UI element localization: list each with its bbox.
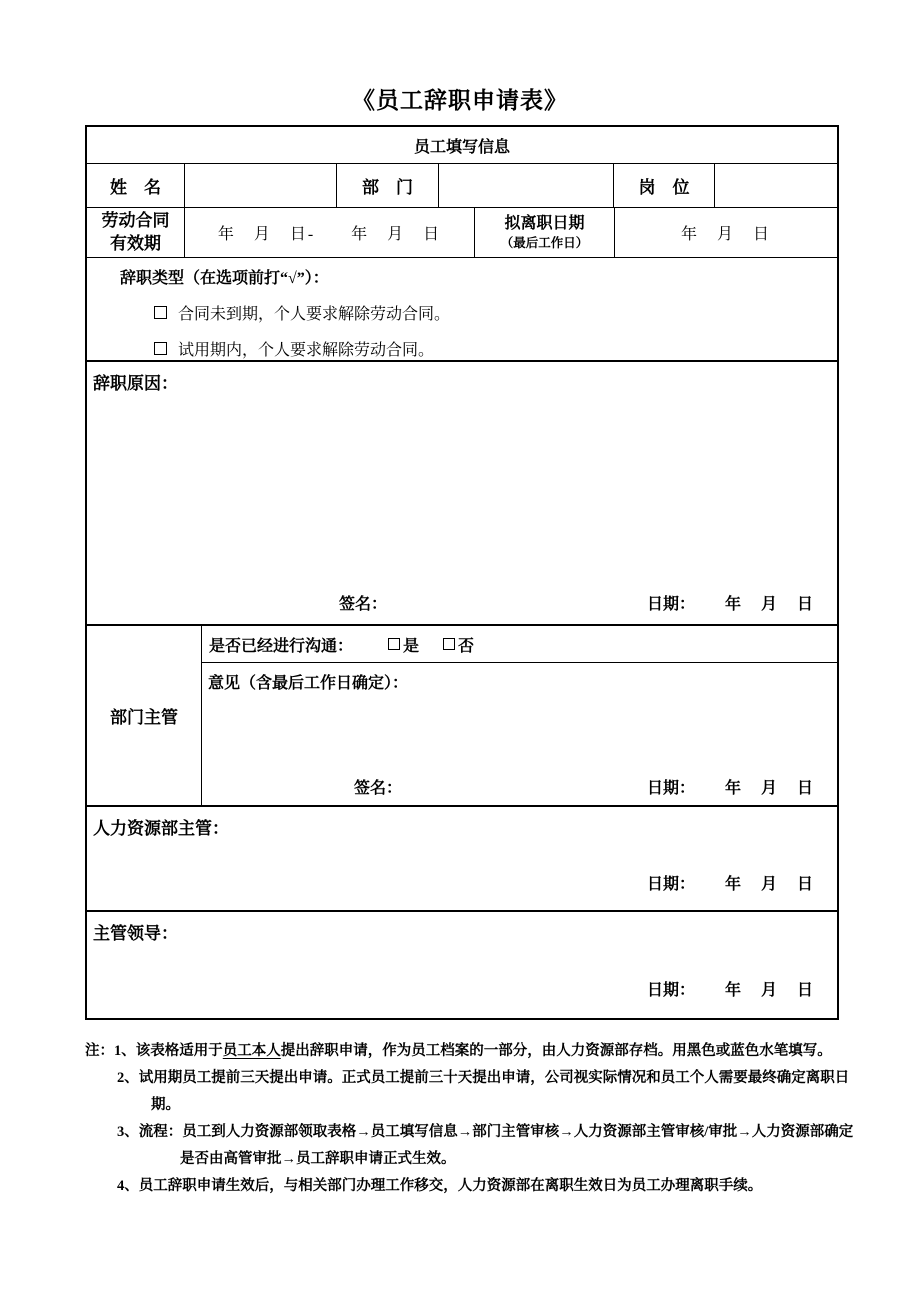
contract-label-cell (87, 208, 185, 257)
employee-date-label: 日期： (646, 596, 695, 613)
contract-period-value[interactable]: 年 月 日- 年 月 日 (217, 226, 442, 243)
leave-date-label-cell (475, 208, 615, 257)
department-label-cell (337, 164, 439, 207)
opinion-label: 意见（含最后工作日确定）： (208, 675, 409, 692)
checkbox-probation-period[interactable] (154, 342, 167, 355)
leave-date-label: 拟离职日期 (504, 215, 585, 233)
hr-manager-date-group (647, 871, 815, 894)
hr-manager-writing-area[interactable] (87, 839, 837, 871)
senior-leader-date-row (87, 977, 837, 1000)
hr-manager-label: 人力资源部主管： (93, 819, 229, 838)
resign-type-option-2-label: 试用期内，个人要求解除劳动合同。 (178, 342, 435, 359)
resign-type-section (87, 265, 837, 362)
dept-manager-date-group (647, 775, 815, 798)
position-label-cell (614, 164, 715, 207)
department-label: 部 门 (362, 178, 413, 197)
communication-row (202, 626, 837, 663)
section-header-row (87, 127, 837, 164)
resign-type-label: 辞职类型（在选项前打“√”）： (120, 270, 329, 287)
resign-reason-writing-area[interactable] (87, 394, 837, 591)
contract-label (102, 210, 170, 256)
communication-no-option (443, 633, 474, 656)
checkbox-contract-not-expired[interactable] (154, 306, 167, 319)
resignation-form-table (85, 125, 839, 1020)
contract-label-line1: 劳动合同 (101, 210, 170, 230)
page-title: 《员工辞职申请表》 (352, 88, 568, 113)
position-input-cell[interactable] (715, 164, 837, 207)
senior-leader-writing-area[interactable] (87, 944, 837, 977)
resign-reason-signature-row (87, 591, 837, 614)
note-line-4: 3、流程：员工到人力资源部领取表格→员工填写信息→部门主管审核→人力资源部主管审核/审批→人力资源部确定 (117, 1124, 854, 1140)
hr-manager-date-row (87, 871, 837, 894)
checkbox-no[interactable] (443, 638, 455, 650)
dept-manager-sign-label[interactable]: 签名： (354, 780, 403, 797)
resign-type-option-2 (154, 337, 837, 360)
department-input-cell[interactable] (439, 164, 614, 207)
hr-manager-date-value[interactable]: 年 月 日 (724, 876, 815, 893)
dept-manager-section (87, 626, 837, 807)
senior-leader-section (87, 912, 837, 1018)
senior-leader-date-group (647, 977, 815, 1000)
opinion-writing-area[interactable] (202, 693, 837, 775)
employee-date-group (647, 591, 815, 614)
contract-label-line2: 有效期 (110, 233, 161, 253)
leave-date-input-cell[interactable] (615, 208, 837, 257)
note-1-suffix: 提出辞职申请，作为员工档案的一部分，由人力资源部存档。用黑色或蓝色水笔填写。 (280, 1043, 832, 1059)
hr-manager-date-label: 日期： (646, 876, 695, 893)
employee-date-value[interactable]: 年 月 日 (724, 596, 815, 613)
leave-date-label-stack (501, 213, 589, 251)
name-input-cell[interactable] (185, 164, 337, 207)
opinion-area (202, 663, 837, 805)
communication-yes-option (388, 633, 419, 656)
dept-manager-date-label: 日期： (646, 780, 695, 797)
section-header: 员工填写信息 (413, 138, 510, 156)
leave-date-value[interactable]: 年 月 日 (680, 226, 771, 243)
senior-leader-date-value[interactable]: 年 月 日 (724, 982, 815, 999)
note-1-underlined: 员工本人 (222, 1043, 281, 1059)
position-label: 岗 位 (638, 178, 690, 197)
yes-label: 是 (403, 637, 420, 655)
dept-manager-signature-row (202, 775, 837, 798)
note-line-5: 是否由高管审批→员工辞职申请正式生效。 (180, 1151, 456, 1167)
note-1-prefix: 注：1、该表格适用于 (85, 1043, 223, 1059)
name-label-cell (87, 164, 185, 207)
hr-manager-section (87, 807, 837, 912)
note-line-3: 期。 (151, 1097, 180, 1113)
resign-reason-label: 辞职原因： (93, 374, 178, 393)
dept-manager-label: 部门主管 (110, 708, 178, 727)
note-line-1 (85, 1038, 860, 1065)
resign-reason-section (87, 362, 837, 626)
employee-sign-label[interactable]: 签名： (339, 596, 388, 613)
senior-leader-date-label: 日期： (646, 982, 695, 999)
dept-manager-label-cell (87, 626, 202, 805)
no-label: 否 (458, 637, 475, 655)
footnotes (85, 1038, 860, 1200)
dept-manager-right-area (202, 626, 837, 805)
note-line-6: 4、员工辞职申请生效后，与相关部门办理工作移交，人力资源部在离职生效日为员工办理离职手续。 (117, 1178, 763, 1194)
note-line-2: 2、试用期员工提前三天提出申请。正式员工提前三十天提出申请，公司视实际情况和员工个人需要最终确定离职日 (117, 1070, 850, 1086)
leave-date-sublabel: （最后工作日） (500, 235, 589, 250)
resign-type-option-1-label: 合同未到期，个人要求解除劳动合同。 (178, 306, 451, 323)
name-label: 姓 名 (110, 178, 161, 197)
checkbox-yes[interactable] (388, 638, 400, 650)
dept-manager-date-value[interactable]: 年 月 日 (724, 780, 815, 797)
contract-period-input-cell[interactable] (185, 208, 475, 257)
communication-label: 是否已经进行沟通： (209, 637, 354, 655)
senior-leader-label: 主管领导： (93, 924, 178, 943)
resign-type-option-1 (154, 301, 837, 324)
identity-row (87, 164, 837, 208)
contract-row (87, 208, 837, 258)
